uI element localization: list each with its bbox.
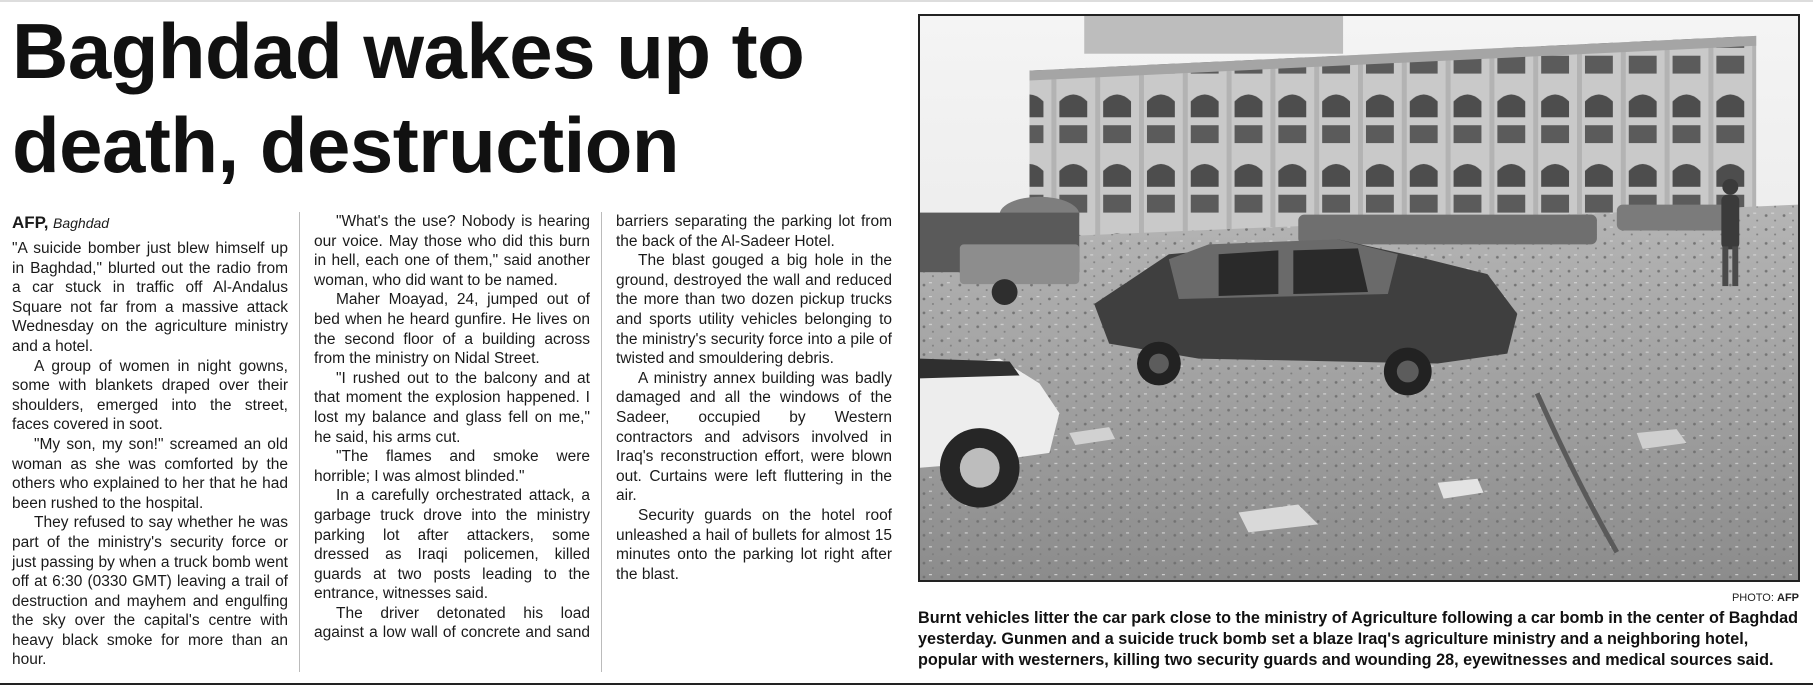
photo-caption: Burnt vehicles litter the car park close to the ministry of Agriculture following a car bomb in the center of Baghdad yesterday. Gunmen and a suicide truck bomb set a blaze Iraq's agriculture ministry and a neighboring hotel, popular with westerners, killing two security guards and wounding 28, eyewitnesses and medical sources said. (918, 609, 1798, 669)
photo-credit (1732, 592, 1799, 604)
paragraph: "The flames and smoke were horrible; I was almost blinded." (314, 448, 590, 485)
paragraph: "A suicide bomber just blew himself up in Baghdad," blurted out the radio from a car stuck in traffic off Al-Andalus Square not far from a massive attack Wednesday on the agriculture ministry and a hotel. (12, 240, 288, 355)
paragraph: Security guards on the hotel roof unleashed a hail of bullets for almost 15 minutes onto the parking lot right after the blast. (616, 506, 892, 583)
photo-credit-label: PHOTO: (1731, 592, 1774, 604)
burnt-vehicles-photo (920, 16, 1798, 580)
paragraph: In a carefully orchestrated attack, a garbage truck drove into the ministry parking lot after attackers, some dressed as Iraqi policemen, killed guards at two posts leading to the entrance, witnesses said. (314, 487, 590, 603)
news-photo (918, 14, 1800, 582)
headline: Baghdad wakes up to death, destruction (12, 7, 805, 189)
byline-place: Baghdad (53, 215, 110, 231)
photo-credit-source: AFP (1777, 592, 1799, 604)
paragraph: A group of women in night gowns, some with blankets draped over their shoulders, emerged into the street, faces covered in soot. (12, 357, 288, 434)
top-rule (0, 0, 1813, 2)
paragraph: "My son, my son!" screamed an old woman as she was comforted by the others who explained to her that he had been rushed to the hospital. (12, 435, 288, 512)
paragraph: "What's the use? Nobody is hearing our voice. May those who did this burn in hell, each one of them," said another woman, who did want to be named. (314, 213, 590, 289)
paragraph: The blast gouged a big hole in the ground, destroyed the wall and reduced the more than two dozen pickup trucks and sports utility vehicles belonging to the ministry's security force into a pile of twisted and smouldering debris. (616, 252, 892, 368)
byline-agency: AFP, (12, 213, 49, 232)
article-body (12, 212, 892, 672)
bottom-rule (0, 683, 1813, 685)
paragraph: A ministry annex building was badly damaged and all the windows of the Sadeer, occupied by Western contractors and advisors involved in Iraq's reconstruction effort, were blown out. Curtains were left fluttering in the air. (616, 369, 892, 505)
paragraph: They refused to say whether he was part of the ministry's security force or just passing by when a truck bomb went off at 6:30 (0330 GMT) leaving a trail of destruction and mayhem and engulfing the sky over the capital's centre with heavy black smoke for more than an hour. (12, 514, 288, 669)
paragraph: The driver detonated his load against a low wall of concrete and sand barriers separating the parking lot from the back of the Al-Sadeer Hotel. (314, 213, 892, 642)
paragraph: "I rushed out to the balcony and at that moment the explosion happened. I lost my balance and glass fell on me," he said, his arms cut. (314, 369, 590, 446)
paragraph: Maher Moayad, 24, jumped out of bed when he heard gunfire. He lives on the second floor of a building across from the ministry on Nidal Street. (314, 291, 590, 368)
byline (12, 212, 288, 235)
